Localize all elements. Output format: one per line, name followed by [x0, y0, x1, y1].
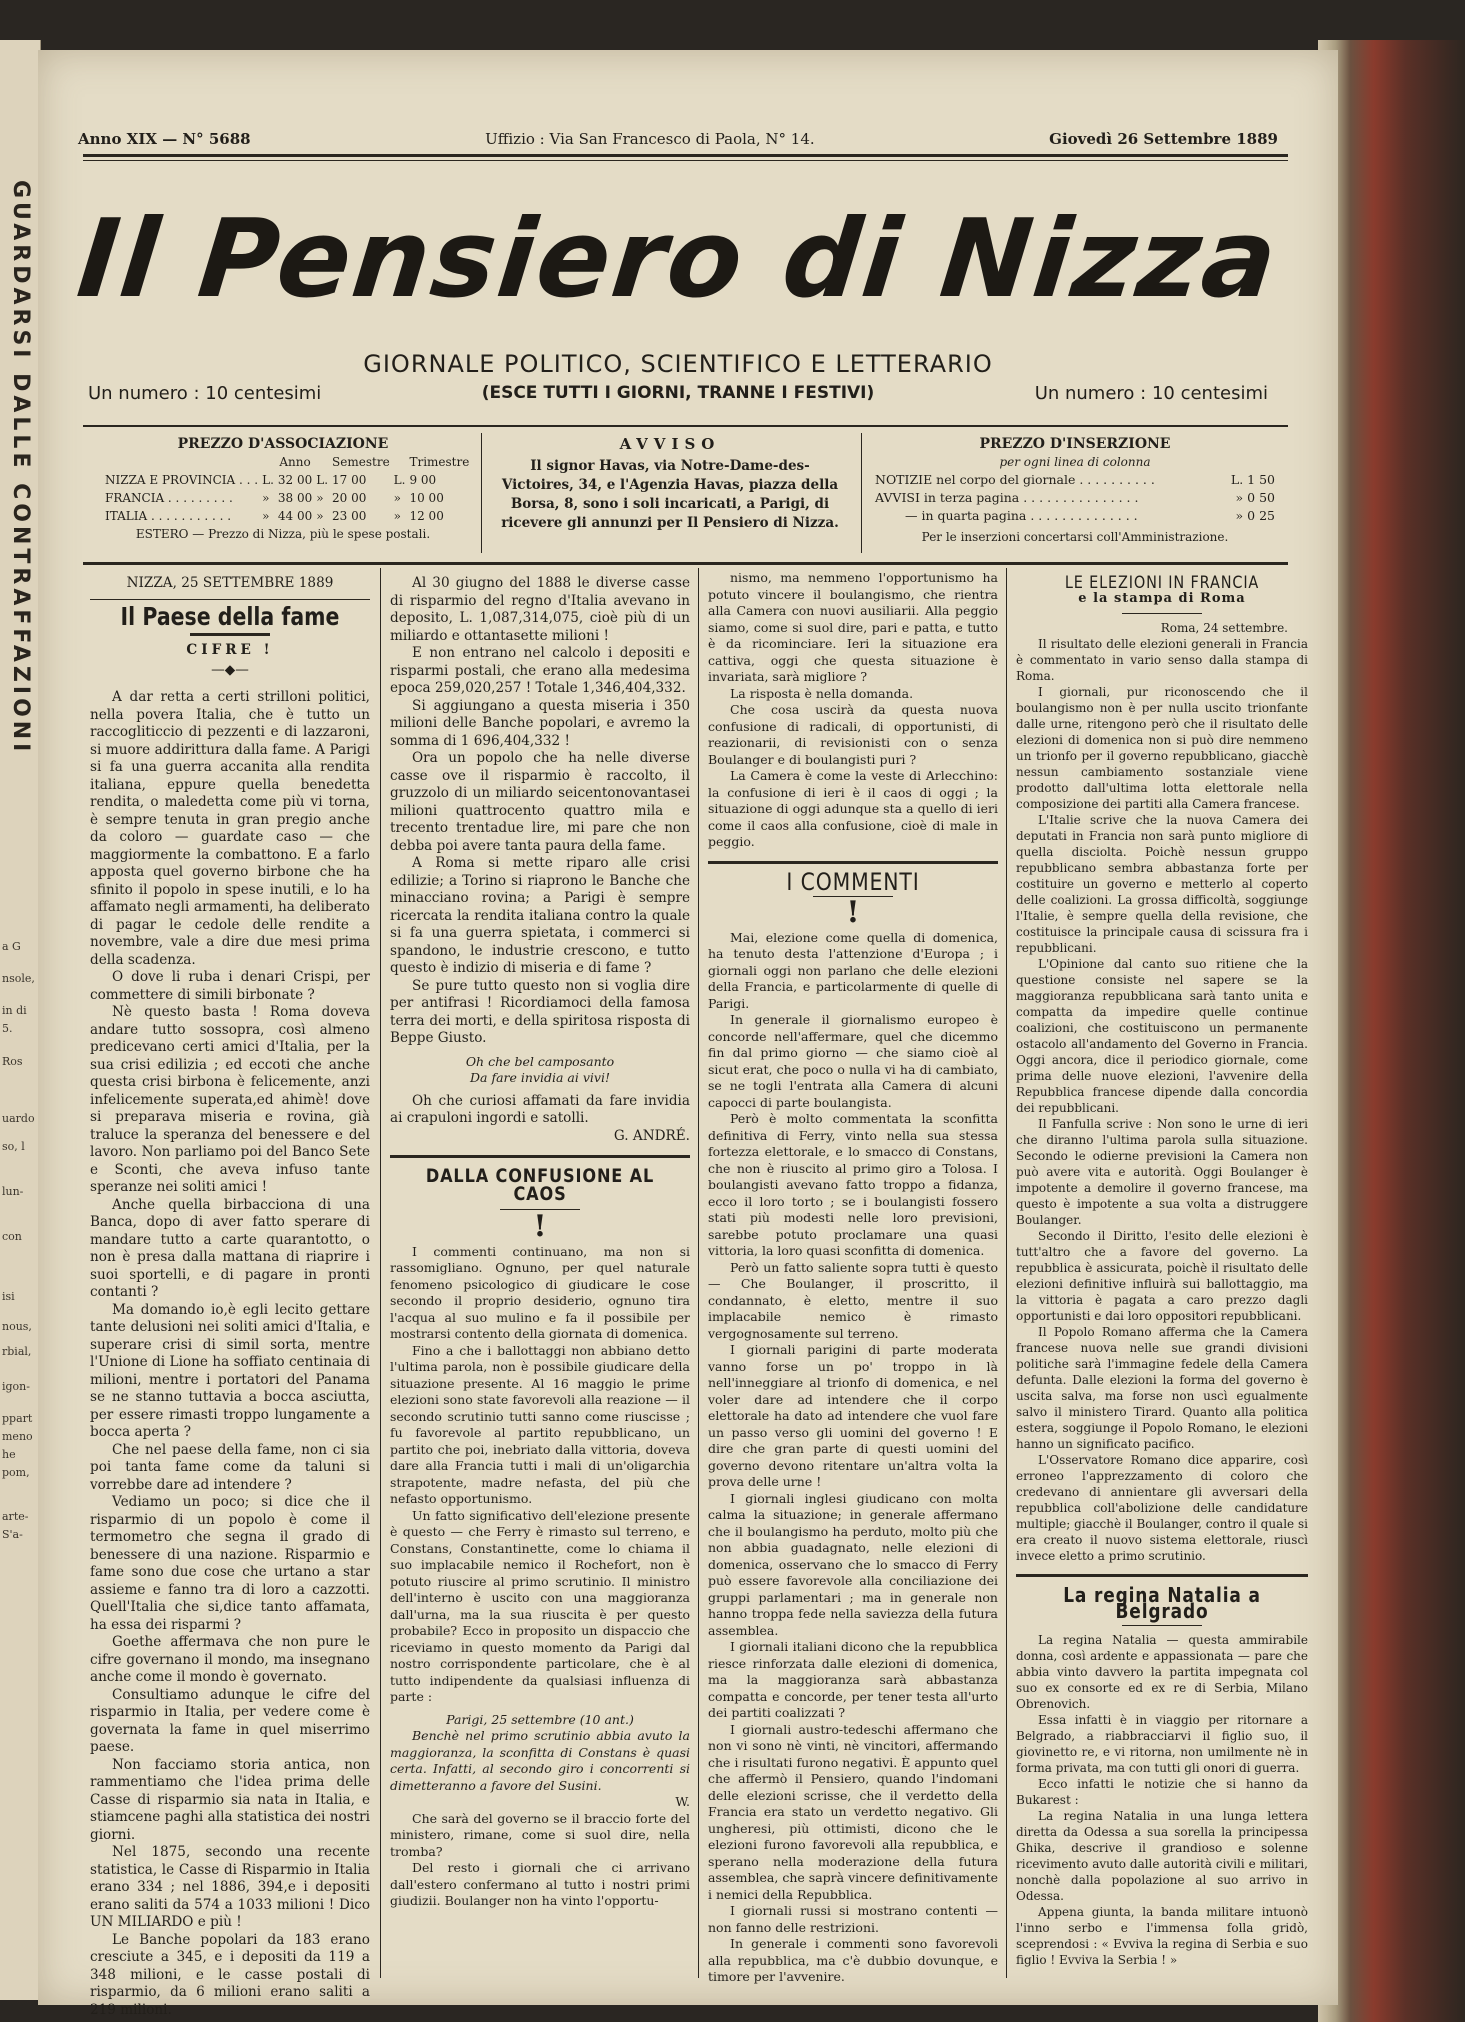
paragraph: Il Fanfulla scrive : Non sono le urne di ieri che diranno l'ultima parola sulla situazione. Secondo le odierne previsioni la Camera non può avere vita e autorità. Oggi Boulanger è impotente a demolire il governo francese, ma questo è impotente a sua volta a distruggere Boulanger.	[1016, 1117, 1308, 1227]
masthead-subtitle: GIORNALE POLITICO, SCIENTIFICO E LETTERARIO	[363, 350, 993, 378]
subscription-title: PREZZO D'ASSOCIAZIONE	[177, 436, 389, 452]
paragraph: L'Italie scrive che la nuova Camera dei deputati in Francia non sarà punto migliore di quella disciolta. Poichè nessun gruppo repubblicano sembra abbastanza forte per costituire un governo e metterlo al coperto delle coalizioni. La grossa difficoltà, soggiunge l'Italie, è sempre quella della revisione, che costituisce la principale causa di scissura fra i repubblicani.	[1016, 813, 1308, 955]
issue-number: Anno XIX — N° 5688	[78, 130, 251, 148]
region: ITALIA . . . . . . . . . . .	[105, 509, 232, 523]
header-row	[78, 130, 1278, 148]
paragraph: nismo, ma nemmeno l'opportunismo ha potuto vincere il boulangismo, che rientra alla Camera con nuovi ausiliarii. Alla peggio siamo, come si suol dire, pari e patta, e tutto è da ricominciare. Ieri la situazione era cattiva, oggi che questa situazione è invariata, sarà migliore ?	[708, 570, 998, 684]
insertion-row	[875, 489, 1275, 507]
period-header: Semestre	[332, 455, 390, 469]
paragraph: Anche quella birbacciona di una Banca, dopo di aver fatto sperare di mandare tutto a carte quarantotto, o non è presa dalla mattana di riaprire i suoi sportelli, e di pagare in pronti contanti ?	[90, 1196, 370, 1300]
adjacent-fragment: rbial,	[2, 1345, 32, 1358]
subscription-row	[103, 507, 471, 525]
column-4	[1016, 575, 1308, 1968]
currency: »	[393, 491, 402, 505]
paragraph: I giornali, pur riconoscendo che il boulangismo non è per nulla uscito trionfante dalle urne, ritengono però che il risultato delle elezioni di domenica non si può dire nemmeno un trionfo per il governo repubblicano, giacchè nessun cambiamento sostanziale viene prodotto dall'ultima lotta elettorale nella composizione dei partiti alla Camera francese.	[1016, 685, 1308, 811]
dispatch-text: Benchè nel primo scrutinio abbia avuto la maggioranza, la sconfitta di Constans è quasi certa. Infatti, al secondo giro i concorrenti si dimetteranno a favore del Susini.	[390, 1728, 690, 1793]
avviso-text: Il signor Havas, via Notre-Dame-des-Victoires, 34, e l'Agenzia Havas, piazza della Borsa, 8, sono i soli incaricati, a Parigi, di ricevere gli annunzi per Il Pensiero di Nizza.	[501, 458, 839, 531]
paragraph: La Camera è come la veste di Arlecchino: la confusione di ieri è il caos di oggi ; la situazione di oggi adunque sta a quello di ieri come il caos alla confusione, cioè di male in peggio.	[708, 768, 998, 849]
insertion-price: » 0 50	[1235, 490, 1275, 505]
paragraph: Essa infatti è in viaggio per ritornare a Belgrado, a riabbracciarvi il figlio suo, il giovinetto re, e vi ritorna, non umilmente nè in forma privata, ma con tutti gli onori di guerra.	[1016, 1713, 1308, 1775]
paragraph: Fino a che i ballottaggi non abbiano detto l'ultima parola, non è possibile giudicare della situazione presente. Al 16 maggio le prime elezioni sono state favorevoli alla reazione — il secondo scrutinio tutti sanno come riuscisse ; fu favorevole al partito repubblicano, un partito che poi, inebriato dalla vittoria, doveva dare alla Francia tutti i mali di un'oligarchia strapotente, madre nefasta, del più che nefasto opportunismo.	[390, 1342, 690, 1506]
insertion-note: Per le inserzioni concertarsi coll'Amministrazione.	[921, 530, 1229, 544]
adjacent-fragment: S'a-	[2, 1528, 23, 1541]
paragraph: Nè questo basta ! Roma doveva andare tutto sossopra, così almeno predicevano certi amici d'Italia, per la sua crisi edilizia ; ed eccoti che anche questa crisi birbona è felicemente, anzi infelicemente superata,ed ahimè! dove si preparava miseria e rovina, già traluce la speranza del benessere e del lavoro. Non parliamo poi del Banco Sete e Sconti, che aveva infuso tante speranze nei soliti amici !	[90, 1004, 370, 1195]
paragraph: In generale i commenti sono favorevoli alla repubblica, ma c'è dubbio dovunque, e timore per l'avvenire.	[708, 1936, 998, 1984]
paragraph: I commenti continuano, ma non si rassomigliano. Ognuno, per quel naturale fenomeno psicologico di giudicare le cose secondo il proprio desiderio, ognuno tira l'acqua al suo mulino e fa il possibile per mostrarsi contento della giornata di domenica.	[390, 1243, 690, 1341]
verse-line: Oh che bel camposanto	[465, 1053, 615, 1069]
article-title: DALLA CONFUSIONE AL CAOS	[425, 1165, 655, 1205]
period-header: Anno	[279, 455, 311, 469]
paragraph: O dove li ruba i denari Crispi, per commettere di simili birbonate ?	[90, 969, 370, 1003]
paragraph: La risposta è nella domanda.	[730, 685, 914, 701]
paragraph: I giornali russi si mostrano contenti — non fanno delle restrizioni.	[708, 1903, 998, 1935]
price-left: Un numero : 10 centesimi	[88, 383, 322, 404]
currency: »	[316, 491, 324, 505]
paragraph: Appena giunta, la banda militare intuonò l'inno serbo e l'immensa folla gridò, sceprendosi : « Evviva la regina di Serbia e suo figlio ! Evviva la Serbia ! »	[1016, 1905, 1308, 1967]
paragraph: I giornali austro-tedeschi affermano che non vi sono nè vinti, nè vincitori, affermando che i risultati furono negativi. È appunto quel che affermò il Pensiero, quando l'indomani delle elezioni scrisse, che il verdetto della Francia era stato un verdetto negativo. Gli ungheresi, più ottimisti, dicono che le elezioni furono favorevoli alla repubblica, e sperano nella moderazione della futura assemblea, che saprà vincere definitivamente i nemici della Repubblica.	[708, 1721, 998, 1902]
adjacent-fragment: Ros	[2, 1055, 23, 1068]
price-anno: 38 00	[277, 491, 313, 505]
rule	[90, 599, 370, 600]
paragraph: Però è molto commentata la sconfitta definitiva di Ferry, vinto nella sua stessa fortezza elettorale, e lo smacco di Constans, che non è riuscito al primo giro a Tolosa. I boulangisti avevano fatto troppo a fidanza, ecco il loro torto ; se i boulangisti fossero stati più modesti nelle loro previsioni, sarebbe potuto proclamare una quasi vittoria, la loro quasi sconfitta di domenica.	[708, 1111, 998, 1258]
subscription-header-row	[103, 453, 471, 471]
info-box	[83, 425, 1288, 565]
price-trimestre: 9 00	[409, 473, 437, 487]
rule	[1122, 1625, 1202, 1626]
paragraph: L'Opinione dal canto suo ritiene che la questione consiste nel sapere se la maggioranza repubblicana sarà tanto unita e compatta da impedire quelle continue coalizioni, che costituiscono un permanente ostacolo all'andamento del Governo in Francia. Oggi ancora, dice il periodico giornale, come prima delle nuove elezioni, l'avvenire della Repubblica francese dipende dalla concordia dei repubblicani.	[1016, 957, 1308, 1115]
paragraph: Che cosa uscirà da questa nuova confusione di radicali, di opportunisti, di reazionarii, di revisionisti con o senza Boulanger e di boulangisti puri ?	[708, 702, 998, 767]
adjacent-fragment: nous,	[2, 1320, 32, 1333]
paragraph: La regina Natalia — questa ammirabile donna, così ardente e appassionata — pare che abbia vinto davvero la partita impegnata col suo ex consorte ed ex re di Serbia, Milano Obrenovich.	[1016, 1633, 1308, 1711]
adjacent-fragment: ppart	[2, 1412, 33, 1425]
adjacent-page-strip	[0, 40, 41, 2000]
region: FRANCIA . . . . . . . . .	[105, 491, 233, 505]
region: NIZZA E PROVINCIA . . .	[105, 473, 259, 487]
adjacent-fragment: pom,	[2, 1466, 30, 1479]
paragraph: In generale il giornalismo europeo è concorde nell'affermare, quel che dicemmo fin dal primo giorno — che siamo cioè al sicut erat, che poco o nulla vi ha di cambiato, se ne togli l'entrata alla Camera di alcuni capocci di parte boulangista.	[708, 1012, 998, 1110]
price-semestre: 23 00	[332, 509, 367, 523]
insertion-label: — in quarta pagina . . . . . . . . . . . . . .	[905, 508, 1138, 523]
adjacent-fragment: uardo	[2, 1112, 35, 1125]
dateline: NIZZA, 25 SETTEMBRE 1889	[126, 575, 334, 591]
dispatch-date: Parigi, 25 settembre (10 ant.)	[446, 1711, 634, 1727]
insertion-box	[875, 435, 1275, 546]
adjacent-fragment: lun-	[2, 1185, 24, 1198]
paragraph: Al 30 giugno del 1888 le diverse casse di risparmio del regno d'Italia avevano in deposito, L. 1,087,314,075, cioè più di un miliardo e ottantasette milioni !	[390, 575, 690, 644]
office-address: Uffizio : Via San Francesco di Paola, N° 14.	[485, 130, 815, 148]
currency: »	[262, 491, 270, 505]
paragraph: Che nel paese della fame, non ci sia poi tanta fame come da taluni si vorrebbe dare ad intendere ?	[90, 1441, 370, 1493]
column-2	[390, 575, 690, 1910]
rule	[390, 1155, 690, 1158]
paragraph: Vediamo un poco; si dice che il risparmio di un popolo è come il termometro che segna il grado di benessere di una nazione. Risparmio e fame sono due cose che urtano a star assieme e fanno tra di loro a cazzotti. Quell'Italia che si,dice tanto affamata, ha essa dei risparmi ?	[90, 1494, 370, 1633]
dateline: Roma, 24 settembre.	[1160, 621, 1288, 635]
currency: L.	[262, 473, 274, 487]
rule	[1016, 1574, 1308, 1577]
price-anno: 44 00	[277, 509, 313, 523]
period-header: Trimestre	[409, 455, 470, 469]
insertion-row	[875, 507, 1275, 525]
verse-line: Da fare invidia ai vivi!	[470, 1070, 610, 1085]
column-3	[708, 570, 998, 1986]
newspaper-page	[38, 50, 1338, 2018]
rule	[708, 861, 998, 864]
adjacent-fragment: nsole,	[2, 972, 35, 985]
adjacent-fragment: he	[2, 1448, 16, 1461]
paragraph: A Roma si mette riparo alle crisi edilizie; a Torino si riaprono le Banche che minacciano rovina; a Parigi è sempre ricercata la rendita italiana contro la quale si fa una guerra spietata, i commerci si spandono, le industrie crescono, e tutto questo è indizio di miseria e di fame ?	[390, 855, 690, 976]
adjacent-fragment: igon-	[2, 1380, 30, 1393]
paragraph: Ecco infatti le notizie che si hanno da Bukarest :	[1016, 1777, 1308, 1807]
price-trimestre: 10 00	[409, 491, 444, 505]
paragraph: Il Popolo Romano afferma che la Camera francese nuova nelle sue grandi divisioni politiche sarà l'immagine fedele della Camera defunta. Dalle elezioni la forma del governo è uscita salva, ma forse non uscì egualmente salvo il ministero Tirard. Quanto alla politica estera, soggiunge il Popolo Romano, le elezioni hanno un significato pacifico.	[1016, 1325, 1308, 1451]
paragraph: Se pure tutto questo non si voglia dire per antifrasi ! Ricordiamoci della famosa terra dei morti, e della spiritosa risposta di Beppe Giusto.	[390, 977, 690, 1046]
column-divider	[698, 568, 699, 1978]
ornament-icon: —◆—	[211, 661, 249, 678]
column-divider	[380, 568, 381, 1978]
paragraph: Secondo il Diritto, l'esito delle elezioni è tutt'altro che a favore del governo. La repubblica è assicurata, poichè il risultato delle elezioni definitive influirà sui ballottaggio, ma la vittoria è pagata a caro prezzo dagli opportunisti e dai loro oppositori repubblicani.	[1016, 1229, 1308, 1323]
insertion-row	[875, 471, 1275, 489]
avviso-box	[495, 435, 845, 533]
price-trimestre: 12 00	[409, 509, 444, 523]
paragraph: Mai, elezione come quella di domenica, ha tenuto desta l'attenzione d'Europa ; i giornali oggi non parlano che delle elezioni della Francia, e particolarmente di quelle di Parigi.	[708, 929, 998, 1011]
adjacent-fragment: a G	[2, 940, 21, 953]
currency: L.	[393, 473, 406, 487]
header-rule-thin	[83, 160, 1288, 161]
adjacent-fragment: arte-	[2, 1510, 29, 1523]
insertion-price: L. 1 50	[1230, 472, 1275, 487]
paragraph: I giornali italiani dicono che la repubblica riesce rinforzata dalle elezioni di domenica, ma la maggioranza sarà abbastanza compatta e concorde, per tener testa all'urto dei partiti coalizzati ?	[708, 1639, 998, 1720]
adjacent-fragment: 5.	[2, 1022, 13, 1035]
paragraph: Consultiamo adunque le cifre del risparmio in Italia, per vedere come è governata la fame in quel miserrimo paese.	[90, 1686, 370, 1755]
subscription-row	[103, 471, 471, 489]
price-semestre: 20 00	[332, 491, 367, 505]
price-semestre: 17 00	[332, 473, 367, 487]
signature: G. ANDRÉ.	[613, 1127, 690, 1144]
currency: »	[316, 509, 324, 523]
exclamation-mark: !	[846, 895, 860, 930]
paragraph: Goethe affermava che non pure le cifre governano il mondo, ma insegnano anche come il mondo è governato.	[90, 1634, 370, 1685]
article-kicker: CIFRE !	[186, 642, 274, 658]
insertion-label: AVVISI in terza pagina . . . . . . . . . . . . . . .	[875, 490, 1139, 505]
paragraph: A dar retta a certi strilloni politici, nella povera Italia, che è tutto un raccogliticcio di pezzenti e di lazzaroni, si muore addirittura dalla fame. A Parigi si fa una guerra accanita alla rendita italiana, eppure quella benedetta rendita, o maledetta come più vi torna, è sempre tenuta in gran pregio anche da coloro — guardate caso — che maggiormente la combattono. E a farlo apposta quel governo birbone che ha sfinito il popolo in spese inutili, e lo ha affamato negli armamenti, ha deliberato di pagar le cedole delle rendite a novembre, vale a dire due mesi prima della scadenza.	[90, 689, 370, 968]
rule	[1122, 613, 1202, 614]
exclamation-mark: !	[533, 1209, 547, 1244]
insertion-subtitle: per ogni linea di colonna	[999, 455, 1151, 469]
column-1	[90, 575, 370, 2019]
rule	[190, 633, 270, 636]
insertion-label: NOTIZIE nel corpo del giornale . . . . . . . . . .	[875, 472, 1155, 487]
adjacent-vertical-text: GUARDARSI DALLE CONTRAFFAZIONI	[8, 180, 33, 756]
header-rule	[83, 154, 1288, 157]
column-divider	[1006, 568, 1007, 1978]
article-title: La regina Natalia a Belgrado	[1063, 1583, 1261, 1623]
insertion-price: » 0 25	[1235, 508, 1275, 523]
currency: »	[393, 509, 402, 523]
avviso-title: AVVISO	[619, 435, 721, 453]
article-subtitle: e la stampa di Roma	[1078, 591, 1246, 606]
insertion-title: PREZZO D'INSERZIONE	[979, 436, 1171, 452]
article-title: I COMMENTI	[786, 867, 920, 896]
issue-date: Giovedì 26 Settembre 1889	[1049, 130, 1278, 148]
paragraph: E non entrano nel calcolo i depositi e risparmi postali, che erano alla medesima epoca 259,020,257 ! Totale 1,346,404,332.	[390, 645, 690, 696]
paragraph: Ora un popolo che ha nelle diverse casse ove il risparmio è raccolto, il gruzzolo di un miliardo seicentonovantasei milioni quattrocento quattro mila e trecento trentadue lire, mi pare che non debba poi avere tanta paura della fame.	[390, 750, 690, 854]
currency: »	[262, 509, 270, 523]
subscription-table	[103, 453, 471, 525]
box-divider	[481, 433, 482, 553]
adjacent-fragment: con	[2, 1230, 22, 1243]
paragraph: Del resto i giornali che ci arrivano dall'estero confermano al tutto i nostri primi giudizii. Boulanger non ha vinto l'opportu-	[390, 1860, 690, 1908]
adjacent-fragment: in di	[2, 1004, 27, 1017]
price-anno: 32 00	[277, 473, 313, 487]
paragraph: Non facciamo storia antica, non rammentiamo che l'idea prima delle Casse di risparmio sia nata in Italia, e stiamcene paghi alla statistica dei nostri giorni.	[90, 1756, 370, 1843]
paragraph: Un fatto significativo dell'elezione presente è questo — che Ferry è rimasto sul terreno, e Constans, Constantinette, come lo chiama il suo implacabile nemico il Rochefort, non è potuto riuscire al primo scrutinio. Il ministro dell'interno è uscito con una maggioranza dall'urna, ma la sua riuscita è per questo probabile? Ecco in proposito un dispaccio che riceviamo in questo momento da Parigi dal nostro corrispondente particolare, che è al tutto indipendente da qualsiasi influenza di parte :	[390, 1507, 690, 1704]
masthead-title: Il Pensiero di Nizza	[72, 197, 1284, 322]
paragraph: I giornali inglesi giudicano con molta calma la situazione; in generale affermano che il boulangismo ha perduto, molto più che non abbia guadagnato, nelle elezioni di domenica, osservano che lo smacco di Ferry può essere favorevole alla conciliazione dei gruppi parlamentari ; ma in generale non hanno troppa fede nella saviezza della futura assemblea.	[708, 1490, 998, 1638]
paragraph: Però un fatto saliente sopra tutti è questo — Che Boulanger, il proscritto, il condannato, è eletto, mentre il suo implacabile nemico è rimasto vergognosamente sul terreno.	[708, 1259, 998, 1341]
subscription-note: ESTERO — Prezzo di Nizza, più le spese postali.	[135, 527, 431, 541]
adjacent-fragment: isi	[2, 1290, 15, 1303]
subscription-box	[103, 435, 470, 543]
paragraph: Ma domando io,è egli lecito gettare tante delusioni nei soliti amici d'Italia, e superare crisi di simil sorta, mentre l'Unione di Lione ha soffiato centinaia di milioni, mentre i portatori del Panama se ne stanno tuttavia a bocca asciutta, per essere rimasti troppo lungamente a bocca aperta ?	[90, 1301, 370, 1440]
article-title: LE ELEZIONI IN FRANCIA	[1064, 573, 1260, 593]
paragraph: Si aggiungano a questa miseria i 350 milioni delle Banche popolari, e avremo la somma di 1 696,404,332 !	[390, 697, 690, 749]
paragraph: La regina Natalia in una lunga lettera diretta da Odessa a sua sorella la principessa Ghika, descrive il grandioso e solenne ricevimento avuto dalle autorità civili e militari, nonchè dalla popolazione al suo arrivo in Odessa.	[1016, 1809, 1308, 1903]
price-right: Un numero : 10 centesimi	[1034, 383, 1268, 404]
page-edges	[1318, 40, 1465, 2022]
paragraph: Oh che curiosi affamati da fare invidia ai crapuloni ingordi e satolli.	[390, 1092, 690, 1126]
paragraph: Che sarà del governo se il braccio forte del ministero, rimane, come si suol dire, nella tromba?	[390, 1810, 690, 1859]
adjacent-fragment: so, l	[2, 1140, 25, 1153]
paragraph: L'Osservatore Romano dice apparire, così erroneo l'apprezzamento di coloro che credevano di annientare gli avversari della repubblica coll'abolizione delle candidature multiple; giacchè il Boulanger, contro il quale si era creato il nuovo sistema elettorale, riuscì invece eletto a primo scrutinio.	[1016, 1453, 1308, 1563]
schedule: (ESCE TUTTI I GIORNI, TRANNE I FESTIVI)	[481, 383, 875, 403]
article-title: Il Paese della fame	[120, 601, 340, 631]
paragraph: I giornali parigini di parte moderata vanno forse un po' troppo in là nell'inneggiare al trionfo di domenica, e nel voler dare ad intendere che il corpo elettorale ha dato ad intendere che vuol fare un passo verso gli uomini del governo ! E dire che gran parte di questi uomini del governo devono ritentare un'altra volta la prova delle urne !	[708, 1342, 998, 1489]
currency: L.	[316, 473, 329, 487]
adjacent-fragment: meno	[2, 1430, 33, 1443]
paragraph: Il risultato delle elezioni generali in Francia è commentato in vario senso dalla stampa di Roma.	[1016, 637, 1308, 683]
paragraph: Le Banche popolari da 183 erano cresciute a 345, e i depositi da 119 a 348 milioni, e le casse postali di risparmio, da 6 milioni erano saliti a 219 milioni.	[90, 1931, 370, 2018]
paragraph: Nel 1875, secondo una recente statistica, le Casse di Risparmio in Italia erano 334 ; nel 1886, 394,e i depositi erano saliti da 574 a 1033 milioni ! Dico UN MILIARDO e più !	[90, 1844, 370, 1930]
box-divider	[861, 433, 862, 553]
subscription-row	[103, 489, 471, 507]
dispatch-signature: W.	[675, 1794, 690, 1809]
